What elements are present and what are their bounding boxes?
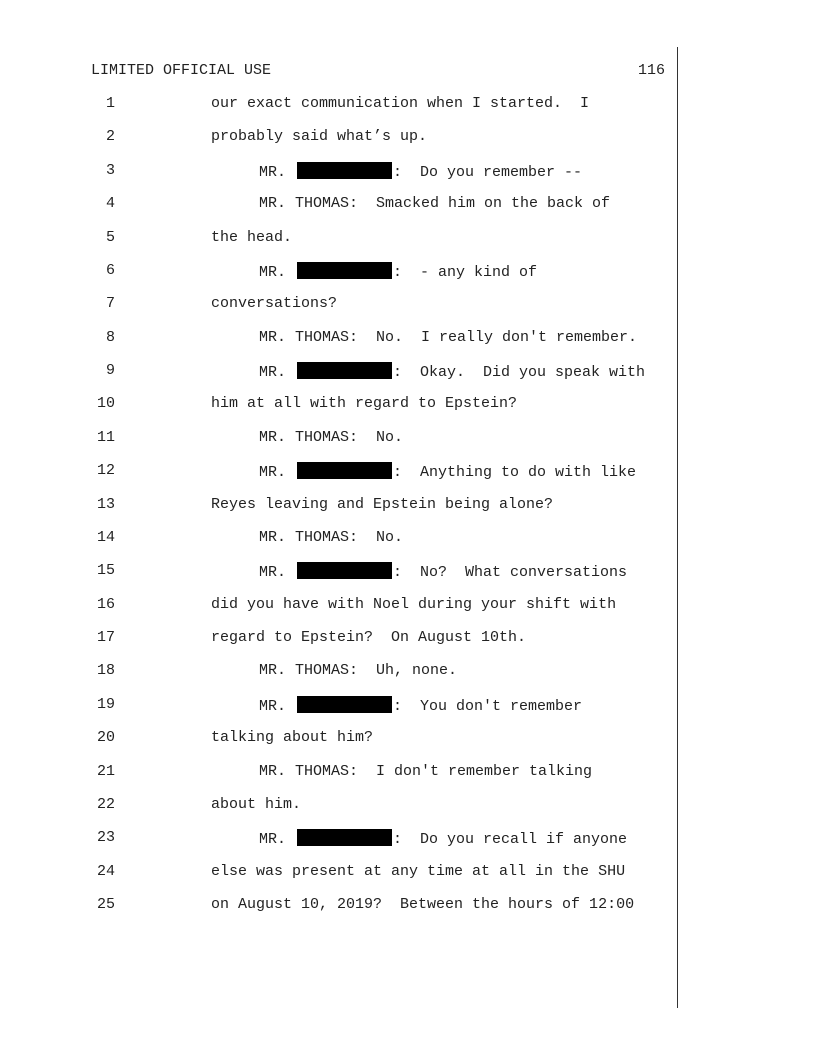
transcript-line [0,763,816,796]
line-number: 5 [105,228,115,246]
line-number: 16 [96,595,115,613]
transcript-body [0,95,816,929]
line-text [259,763,592,781]
transcript-line [0,662,816,695]
line-number: 12 [96,462,115,480]
transcript-line [0,362,816,395]
transcript-line [0,329,816,362]
line-text-segment: : Do you remember -- [393,163,583,181]
page-number: 116 [637,62,665,79]
transcript-line [0,896,816,929]
line-text [259,562,627,582]
line-text-segment: MR. [259,831,296,849]
line-number: 21 [96,762,115,780]
line-text [211,896,634,914]
transcript-line [0,829,816,862]
line-text [211,629,526,647]
transcript-line [0,729,816,762]
line-text-segment: on August 10, 2019? Between the hours of 12:00 [211,896,635,913]
transcript-line [0,596,816,629]
transcript-line [0,562,816,595]
line-text-segment: Reyes leaving and Epstein being alone? [211,495,554,513]
line-text-segment: our exact communication when I started. I [211,95,590,112]
transcript-line [0,696,816,729]
line-text-segment: : You don't remember [393,697,583,715]
line-number: 23 [96,829,115,847]
redaction-block [297,829,392,846]
redaction-block [297,562,392,579]
transcript-line [0,863,816,896]
line-text [211,496,553,514]
line-text-segment: : No? What conversations [393,564,628,582]
transcript-line [0,429,816,462]
transcript-line [0,295,816,328]
line-text [259,162,582,182]
line-number: 4 [105,195,115,213]
line-text-segment: regard to Epstein? On August 10th. [211,629,527,646]
line-text-segment: the head. [211,228,293,246]
line-number: 8 [105,328,115,346]
line-text-segment: : Do you recall if anyone [393,831,628,849]
transcript-line [0,462,816,495]
line-number: 7 [105,295,115,313]
line-text [259,329,637,347]
transcript-line [0,395,816,428]
transcript-line [0,796,816,829]
transcript-line [0,496,816,529]
line-text [259,195,610,213]
line-text [211,295,337,313]
classification-header: LIMITED OFFICIAL USE [91,62,272,79]
line-text [211,95,589,113]
line-number: 10 [96,395,115,413]
line-text-segment: MR. [259,464,296,482]
line-text-segment: MR. [259,364,296,381]
line-number: 2 [105,128,115,146]
line-text [211,596,616,614]
transcript-line [0,128,816,161]
line-number: 14 [96,528,115,546]
line-text-segment: conversations? [211,295,338,313]
redaction-block [297,462,392,479]
line-text [211,729,373,747]
line-number: 19 [96,695,115,713]
line-text [211,796,301,814]
line-text-segment: MR. THOMAS: I don't remember talking [259,762,593,780]
line-text-segment: : - any kind of [393,263,538,281]
redaction-block [297,162,392,179]
line-number: 9 [105,362,115,379]
transcript-line [0,629,816,662]
line-text [211,863,625,881]
redaction-block [297,362,392,379]
line-text [211,395,517,413]
transcript-line [0,95,816,128]
line-text-segment: MR. [259,163,296,181]
transcript-line [0,529,816,562]
line-text [259,829,627,849]
line-text-segment: him at all with regard to Epstein? [211,395,518,413]
line-number: 13 [96,495,115,513]
line-text-segment: MR. [259,263,296,281]
line-text [259,696,582,716]
line-text-segment: : Anything to do with like [393,464,637,482]
line-text [259,662,457,680]
line-text-segment: MR. [259,564,296,582]
line-number: 11 [96,428,115,446]
line-text-segment: MR. THOMAS: No. I really don't remember. [259,328,638,346]
redaction-block [297,696,392,713]
line-number: 15 [96,562,115,580]
line-text-segment: MR. THOMAS: Uh, none. [259,662,458,680]
line-text [259,262,537,282]
line-text-segment: talking about him? [211,729,374,747]
line-text-segment: : Okay. Did you speak with [393,364,646,381]
transcript-line [0,262,816,295]
line-text-segment: MR. THOMAS: Smacked him on the back of [259,195,611,213]
line-text-segment: MR. THOMAS: No. [259,528,404,546]
line-text-segment: else was present at any time at all in the SHU [211,862,626,880]
line-text-segment: probably said what’s up. [211,128,428,146]
line-text [259,462,636,482]
line-text-segment: MR. [259,697,296,715]
transcript-line [0,162,816,195]
line-number: 20 [96,729,115,747]
line-number: 6 [105,261,115,279]
line-text-segment: MR. THOMAS: No. [259,428,404,446]
line-text [211,128,427,146]
line-number: 22 [96,795,115,813]
line-text [259,362,645,382]
line-number: 24 [96,862,115,880]
line-number: 18 [96,662,115,680]
redaction-block [297,262,392,279]
line-number: 1 [105,95,115,112]
line-text [211,229,292,247]
line-text-segment: about him. [211,795,302,813]
line-text [259,529,403,547]
line-number: 25 [96,896,115,913]
transcript-line [0,229,816,262]
transcript-line [0,195,816,228]
line-text [259,429,403,447]
line-text-segment: did you have with Noel during your shift with [211,595,617,613]
line-number: 3 [105,161,115,179]
line-number: 17 [96,629,115,646]
